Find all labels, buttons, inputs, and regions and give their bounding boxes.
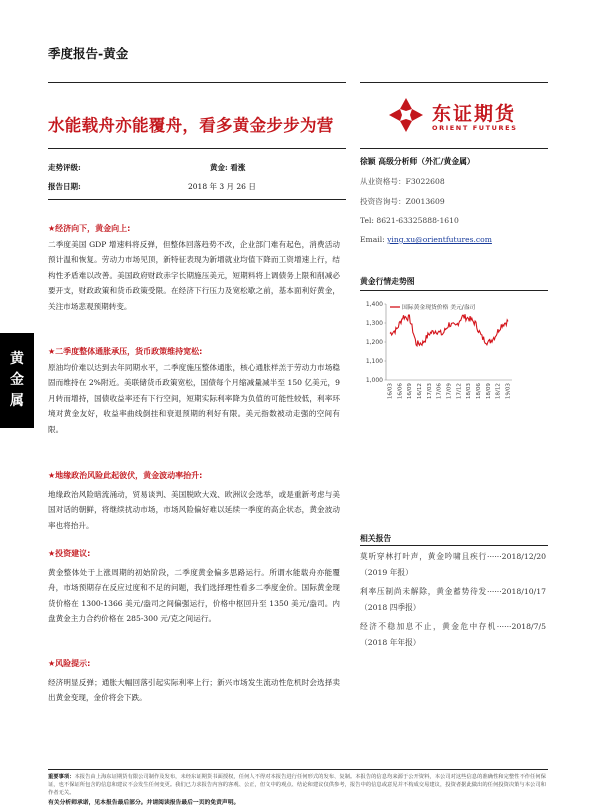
x-tick-label: 19/03 (505, 383, 512, 400)
logo-name-en: ORIENT FUTURES (432, 124, 518, 132)
x-tick-label: 18/09 (485, 383, 492, 400)
y-tick-label: 1,000 (365, 377, 383, 384)
side-tab-char: 金 (10, 372, 24, 388)
email-link[interactable]: ying.xu@orientfutures.com (387, 235, 492, 244)
consult-number: 投资咨询号：Z0013609 (360, 197, 445, 206)
date-row (48, 181, 81, 192)
side-tab-char: 属 (10, 393, 24, 409)
date-label: 报告日期: (48, 182, 81, 191)
section-body: 地缘政治风险暗流涌动，贸易谈判、美国脱欧大戏、欧洲议会选举，或是重新考虑与美国对话的朝鲜，将继续扰动市场，市场风险偏好难以延续一季度的高企状态，黄金波动率也将抬升。 (48, 490, 340, 530)
title-rule-right (360, 148, 548, 149)
logo-name-cn: 东证期货 (432, 103, 517, 125)
section-title: ★地缘政治风险此起彼伏，黄金波动率抬升: (48, 471, 203, 480)
x-tick-label: 17/06 (436, 383, 443, 400)
related-rule (360, 545, 548, 546)
analyst-email-row (360, 235, 492, 244)
x-tick-label: 17/09 (446, 383, 453, 400)
side-tab-char: 黄 (10, 351, 24, 367)
y-tick-label: 1,100 (365, 358, 383, 365)
x-tick-label: 17/12 (456, 383, 463, 400)
meta-rule (48, 199, 346, 200)
x-tick-label: 16/06 (397, 383, 404, 400)
related-report-link[interactable]: 莫听穿林打叶声，黄金吟啸且疾行······2018/12/20（2019 年报） (360, 552, 546, 577)
x-tick-label: 16/09 (407, 383, 414, 400)
header-rule-right (360, 82, 548, 83)
section-title: ★风险提示: (48, 659, 91, 668)
analyst-name: 徐颖 高级分析师（外汇/黄金属） (360, 157, 475, 166)
y-tick-label: 1,400 (365, 301, 383, 308)
header-rule-left (48, 82, 346, 83)
series-line-gold-price (390, 314, 508, 346)
section-title: ★经济向下，黄金向上: (48, 224, 131, 233)
x-tick-label: 16/12 (417, 383, 423, 400)
x-tick-label: 18/12 (495, 383, 502, 400)
x-tick-label: 18/03 (466, 383, 473, 400)
related-report-link[interactable]: 利率压制尚未解除，黄金蓄势待发······2018/10/17（2018 四季报） (360, 587, 546, 612)
rating-row (48, 162, 81, 173)
category-side-tab (0, 333, 34, 428)
chart-title-rule (360, 290, 548, 291)
section-body: 经济明显反弹；通胀大幅回落引起实际利率上行；新兴市场发生流动性危机时会选择卖出黄金变现，金价将会下跌。 (48, 678, 340, 703)
related-list (360, 549, 546, 654)
headline: 水能载舟亦能覆舟，看多黄金步步为营 (48, 116, 334, 135)
section-title: ★投资建议: (48, 549, 91, 558)
x-tick-label: 18/06 (476, 383, 482, 400)
gold-price-chart (360, 296, 518, 412)
company-logo-icon (388, 97, 424, 133)
rating-value-row (210, 162, 245, 173)
x-tick-label: 16/03 (387, 383, 394, 400)
x-tick-label: 17/03 (426, 383, 433, 400)
legend-label: 国际黄金现货价格 美元/盎司 (402, 305, 476, 311)
related-report-link[interactable]: 经济不稳加息不止，黄金危中存机······2018/7/5（2018 年年报） (360, 622, 546, 647)
license-number: 从业资格号：F3022608 (360, 177, 445, 186)
related-title: 相关报告 (360, 534, 392, 543)
section-title: ★二季度整体通胀承压，货币政策维持宽松: (48, 347, 203, 356)
title-rule-left (48, 148, 346, 149)
section-body: 二季度美国 GDP 增速料将反弹，但整体回落趋势不改，企业部门难有起色，消费活动预计温和恢复。劳动力市场见顶，新特征表现为新增就业均值下降而工资增速上行，结构性矛盾难以改善。美国政府财政赤字长期施压美元，短期料将上调债务上限和削减必要开支，财政政策和货币政策受限。在经济下行压力及宽松歇之前，基本面利好黄金，关注市场悲观预期转变。 (48, 240, 340, 311)
email-label: Email: (360, 235, 388, 244)
footer-rule (48, 769, 548, 770)
y-tick-label: 1,200 (365, 339, 383, 346)
rating-label: 走势评级: (48, 163, 81, 172)
disclaimer-label: 重要事项： (48, 774, 75, 780)
report-type: 季度报告-黄金 (48, 46, 129, 61)
section-body: 黄金整体处于上涨周期的初始阶段，二季度黄金偏多思路运行。所谓水能载舟亦能覆舟，市场预期存在反应过度和不足的问题，我们选择理性看多二季度金价。国际黄金现货价格在 1300-1366 美元/盎司之间偏强运行，价格中枢回升至 1350 美元/盎司。内盘黄金主力合约价格在 285-300 元/克之间运行。 (48, 568, 340, 624)
analyst-tel: Tel: 8621-63325888-1610 (360, 216, 459, 225)
rating-value: 黄金: 看涨 (210, 163, 246, 172)
disclaimer-text: 本报告由上海东证期货有限公司制作及发布，未经东证期货书面授权，任何人不得对本报告进行任何形式的发布、复制。本报告的信息均来源于公开资料，本公司对这些信息的准确性和完整性不作任何保证，也不保证所包含的信息和建议不会发生任何变更。我们已力求报告内容的客观、公正，但文中的观点、结论和建议仅供参考，报告中的信息或意见并不构成交易建议，投资者据此做出的任何投资决策与本公司和作者无关。 (48, 774, 546, 796)
section-body: 原油均价难以达到去年同期水平，二季度施压整体通胀，核心通胀样羔于劳动力市场稳固而维持在 2%附近。美联储货币政策宽松，国债每个月缩减量减半至 150 亿美元，9 月转而增持，国债收益率还有下行空间，短期实际利率降为负值的可能性较低，利率环境对黄金友好，收益率曲线倒挂和衰退预期的利好有限。美元指数被动走强的空间有限。 (48, 363, 340, 434)
analyst-commitment-note: 有关分析师承诺，见本报告最后部分。并请阅读报告最后一页的免责声明。 (48, 800, 240, 806)
y-tick-label: 1,300 (365, 320, 383, 327)
disclaimer (48, 773, 548, 797)
chart-title: 黄金行情走势图 (360, 277, 415, 286)
date-value-row (188, 181, 256, 192)
date-value: 2018 年 3 月 26 日 (188, 182, 256, 191)
